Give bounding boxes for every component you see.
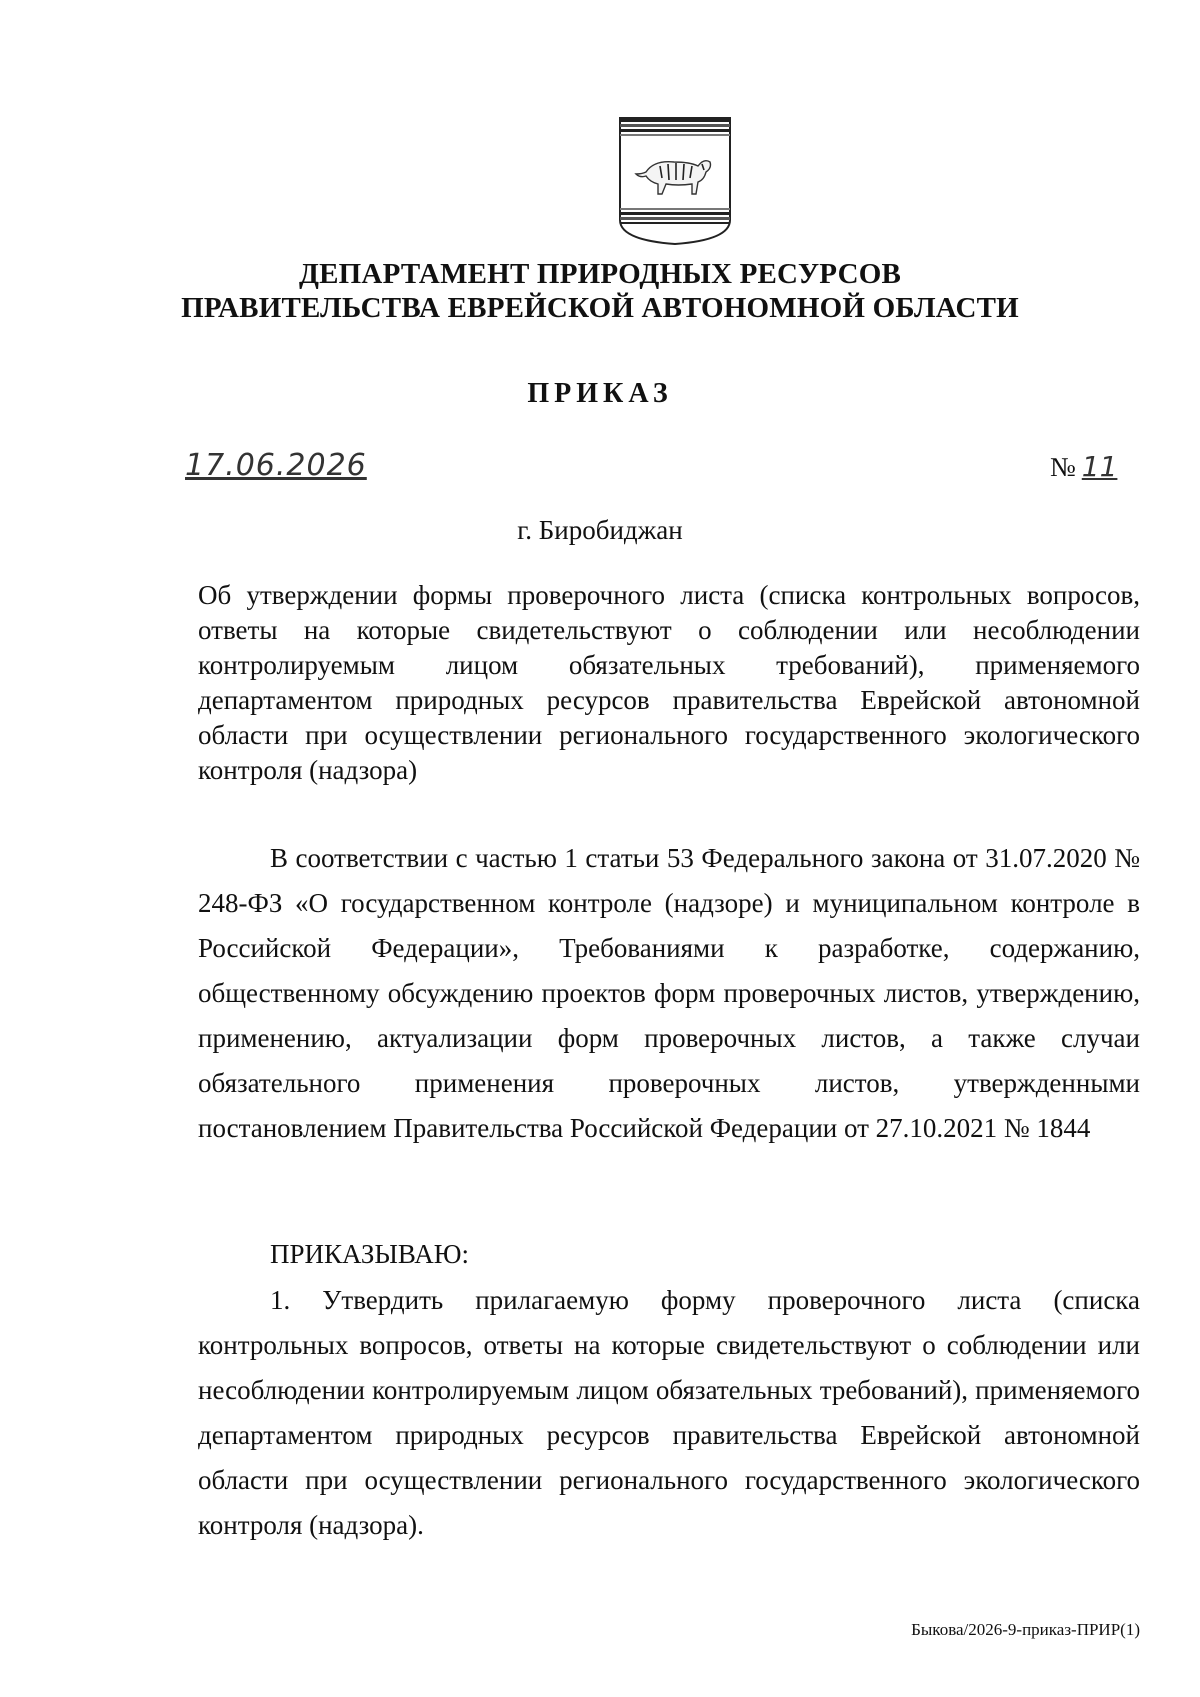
order-item-1: 1. Утвердить прилагаемую форму проверочного листа (списка контрольных вопросов, ответы на которые свидетельствуют о соблюдении или несоблюдении контролируемым лицом обязательных требований), применяемого департаментом природных ресурсов правительства Еврейской автономной области при осуществлении регионального государственного экологического контроля (надзора).: [198, 1285, 1140, 1540]
city-name: г. Биробиджан: [517, 515, 683, 545]
document-number: [1050, 450, 1117, 483]
department-title-line2: ПРАВИТЕЛЬСТВА ЕВРЕЙСКОЙ АВТОНОМНОЙ ОБЛАСТИ: [181, 292, 1019, 324]
document-date: 17.06.2026: [185, 448, 367, 483]
number-label: №: [1050, 452, 1076, 482]
footer-doc-code: Быкова/2026-9-приказ-ПРИР(1): [911, 1620, 1140, 1639]
department-title-line1: ДЕПАРТАМЕНТ ПРИРОДНЫХ РЕСУРСОВ: [298, 258, 902, 290]
preamble-paragraph: В соответствии с частью 1 статьи 53 Федерального закона от 31.07.2020 № 248-ФЗ «О государственном контроле (надзоре) и муниципальном контроле в Российской Федерации», Требованиями к разработке, содержанию, общественному обсуждению проектов форм проверочных листов, утверждению, применению, актуализации форм проверочных листов, а также случаи обязательного применения проверочных листов, утвержденными постановлением Правительства Российской Федерации от 27.10.2021 № 1844: [198, 843, 1140, 1143]
number-value: 11: [1081, 450, 1118, 483]
document-type-title: ПРИКАЗ: [527, 378, 673, 409]
coat-of-arms-tiger-icon: [616, 112, 734, 246]
order-word: ПРИКАЗЫВАЮ:: [270, 1239, 469, 1269]
document-subject: Об утверждении формы проверочного листа (списка контрольных вопросов, ответы на которые свидетельствуют о соблюдении или несоблюдении контролируемым лицом обязательных требований), применяемого департаментом природных ресурсов правительства Еврейской автономной области при осуществлении регионального государственного экологического контроля (надзора): [198, 580, 1140, 785]
